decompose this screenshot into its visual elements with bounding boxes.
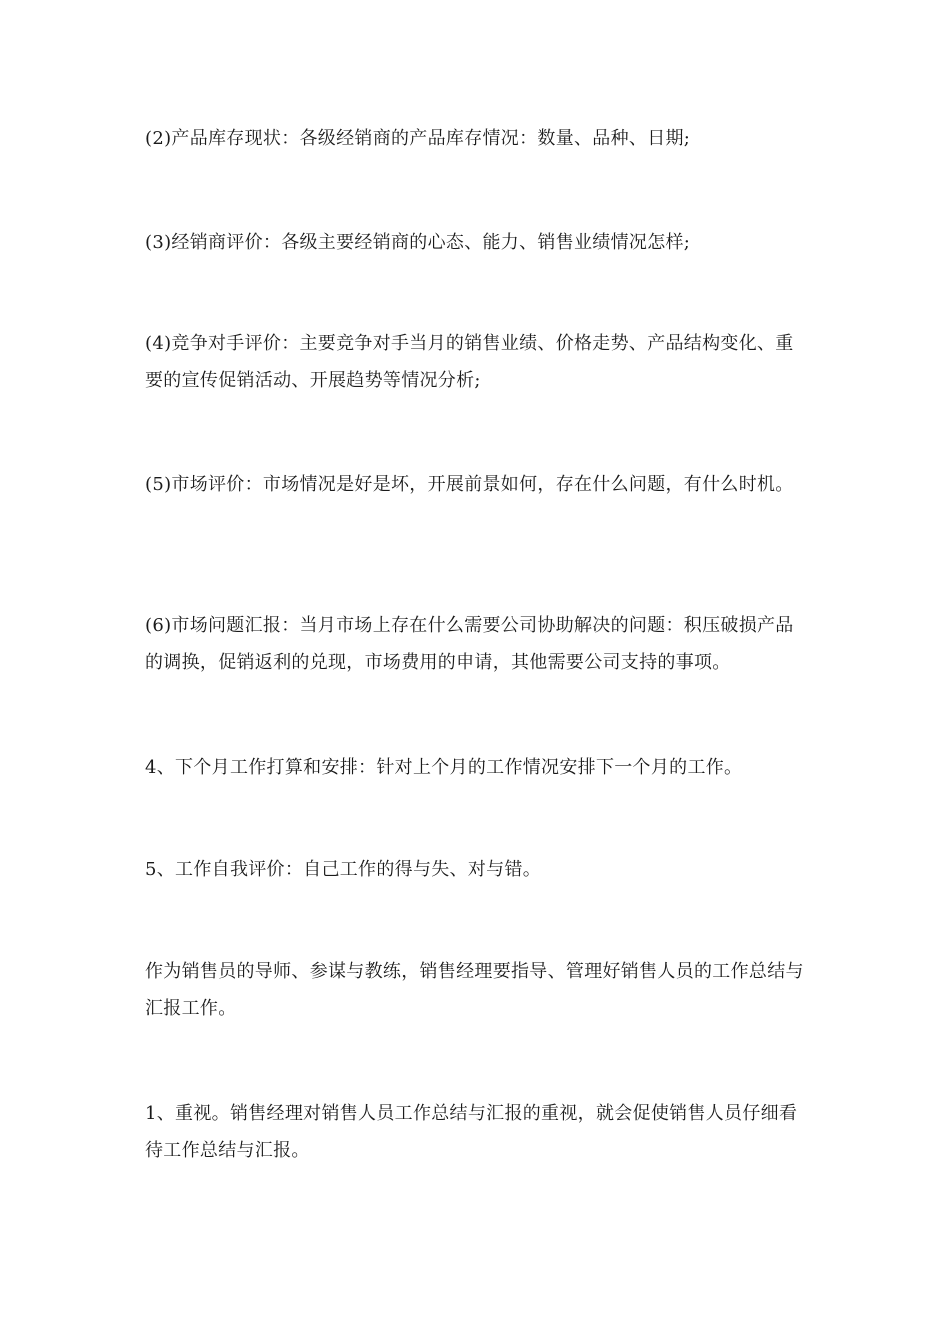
paragraph-manager-role: 作为销售员的导师、参谋与教练，销售经理要指导、管理好销售人员的工作总结与汇报工作。 xyxy=(145,961,804,1019)
paragraph-attention: 1、重视。销售经理对销售人员工作总结与汇报的重视，就会促使销售人员仔细看待工作总结与汇报。 xyxy=(145,1103,798,1161)
paragraph-market-issues-report: (6)市场问题汇报：当月市场上存在什么需要公司协助解决的问题：积压破损产品的调换，促销返利的兑现，市场费用的申请，其他需要公司支持的事项。 xyxy=(145,615,794,673)
paragraph-self-evaluation: 5、工作自我评价：自己工作的得与失、对与错。 xyxy=(145,859,542,880)
paragraph-competitor-evaluation: (4)竞争对手评价：主要竞争对手当月的销售业绩、价格走势、产品结构变化、重要的宣传促销活动、开展趋势等情况分析; xyxy=(145,333,794,391)
paragraph-market-evaluation: (5)市场评价：市场情况是好是坏，开展前景如何，存在什么问题，有什么时机。 xyxy=(145,474,794,495)
paragraph-next-month-plan: 4、下个月工作打算和安排：针对上个月的工作情况安排下一个月的工作。 xyxy=(145,757,743,778)
paragraph-dealer-evaluation: (3)经销商评价：各级主要经销商的心态、能力、销售业绩情况怎样; xyxy=(145,232,691,253)
paragraph-inventory-status: (2)产品库存现状：各级经销商的产品库存情况：数量、品种、日期; xyxy=(145,128,691,149)
